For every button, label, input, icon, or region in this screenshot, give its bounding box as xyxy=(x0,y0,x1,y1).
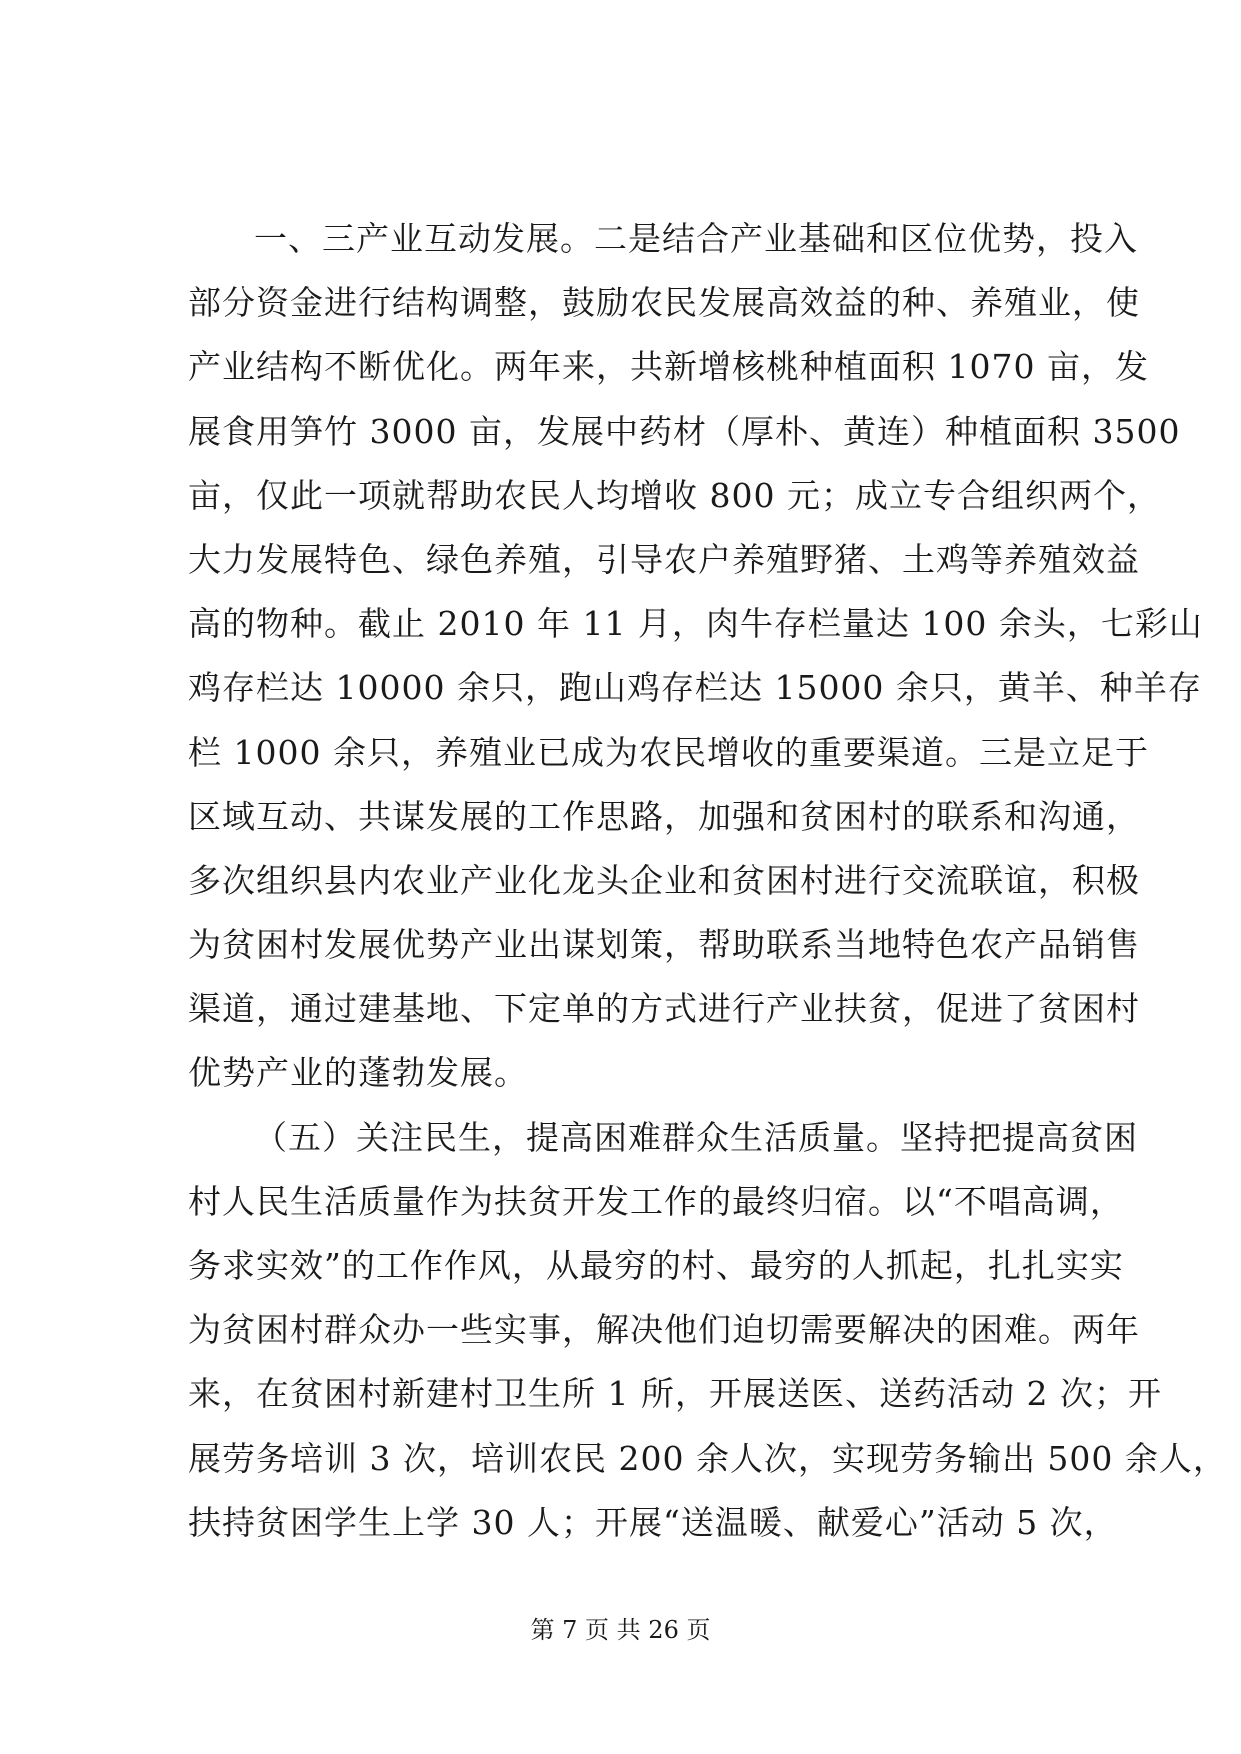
text-line xyxy=(188,977,1140,1041)
text-line-content: 展食用笋竹 3000 亩，发展中药材（厚朴、黄连）种植面积 3500 xyxy=(188,411,1181,451)
text-line xyxy=(188,1427,1227,1491)
text-line xyxy=(188,271,1140,335)
text-line xyxy=(188,207,1138,271)
text-line-content: 展劳务培训 3 次，培训农民 200 余人次，实现劳务输出 500 余人， xyxy=(188,1438,1227,1478)
text-line-content: 多次组织县内农业产业化龙头企业和贫困村进行交流联谊，积极 xyxy=(188,860,1140,900)
text-line-content: 区域互动、共谋发展的工作思路，加强和贫困村的联系和沟通， xyxy=(188,796,1140,836)
text-line xyxy=(188,592,1203,656)
text-line xyxy=(188,1362,1162,1426)
text-line xyxy=(188,335,1149,399)
text-line xyxy=(188,1491,1118,1555)
text-line xyxy=(188,464,1161,528)
text-line xyxy=(188,721,1149,785)
text-line-content: 务求实效”的工作作风，从最穷的村、最穷的人抓起，扎扎实实 xyxy=(188,1246,1124,1285)
text-line-content: 为贫困村发展优势产业出谋划策，帮助联系当地特色农产品销售 xyxy=(188,925,1140,965)
text-line-content: 一、三产业互动发展。二是结合产业基础和区位优势，投入 xyxy=(254,219,1138,258)
body-text xyxy=(188,207,1227,1555)
text-line xyxy=(188,1234,1124,1298)
text-line-content: 高的物种。截止 2010 年 11 月，肉牛存栏量达 100 余头，七彩山 xyxy=(188,604,1203,644)
text-line-content: 部分资金进行结构调整，鼓励农民发展高效益的种、养殖业，使 xyxy=(188,283,1140,323)
text-line-content: 亩，仅此一项就帮助农民人均增收 800 元；成立专合组织两个， xyxy=(188,475,1161,515)
text-line-content: 大力发展特色、绿色养殖，引导农户养殖野猪、土鸡等养殖效益 xyxy=(188,539,1140,579)
text-line-content: 村人民生活质量作为扶贫开发工作的最终归宿。以“不唱高调， xyxy=(188,1181,1124,1221)
text-line xyxy=(188,1298,1140,1362)
text-line-content: 扶持贫困学生上学 30 人；开展“送温暖、献爱心”活动 5 次， xyxy=(188,1502,1118,1542)
text-line-content: 优势产业的蓬勃发展。 xyxy=(188,1053,528,1093)
text-line xyxy=(188,656,1202,720)
text-line xyxy=(188,400,1181,464)
page-footer: 第 7 页 共 26 页 xyxy=(530,1616,711,1644)
text-line-content: 鸡存栏达 10000 余只，跑山鸡存栏达 15000 余只，黄羊、种羊存 xyxy=(188,668,1202,708)
text-line xyxy=(188,913,1140,977)
text-line-content: 为贫困村群众办一些实事，解决他们迫切需要解决的困难。两年 xyxy=(188,1310,1140,1350)
text-line xyxy=(188,785,1140,849)
text-line-content: 来，在贫困村新建村卫生所 1 所，开展送医、送药活动 2 次；开 xyxy=(188,1374,1162,1414)
text-line-content: 渠道，通过建基地、下定单的方式进行产业扶贫，促进了贫困村 xyxy=(188,989,1140,1029)
text-line xyxy=(188,528,1140,592)
text-line-content: 产业结构不断优化。两年来，共新增核桃种植面积 1070 亩，发 xyxy=(188,347,1149,387)
text-line xyxy=(188,1041,1088,1105)
text-line xyxy=(188,1106,1138,1170)
text-line xyxy=(188,1170,1124,1234)
text-line-content: 栏 1000 余只，养殖业已成为农民增收的重要渠道。三是立足于 xyxy=(188,732,1149,772)
text-line xyxy=(188,849,1140,913)
text-line-content: （五）关注民生，提高困难群众生活质量。坚持把提高贫困 xyxy=(254,1117,1138,1157)
